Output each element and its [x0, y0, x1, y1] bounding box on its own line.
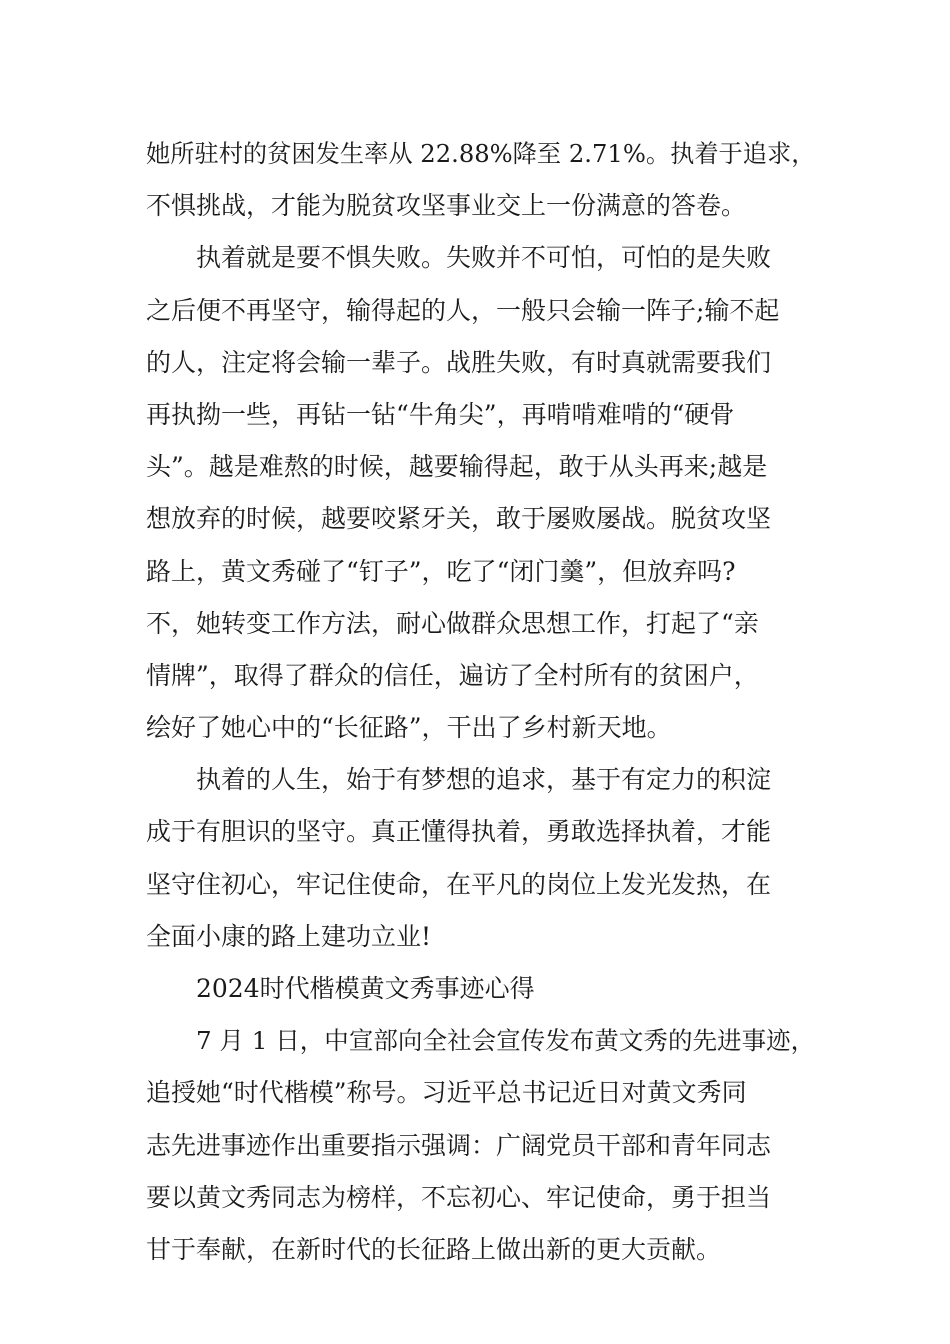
text-line: 成于有胆识的坚守。真正懂得执着，勇敢选择执着，才能 [146, 817, 772, 847]
text-line: 甘于奉献，在新时代的长征路上做出新的更大贡献。 [146, 1234, 722, 1264]
text-line: 全面小康的路上建功立业! [146, 921, 432, 951]
text-line: 路上，黄文秀碰了“钉子”，吃了“闭门羹”，但放弃吗? [146, 556, 736, 586]
paragraph-start-line: 7 月 1 日，中宣部向全社会宣传发布黄文秀的先进事迹， [196, 1026, 816, 1056]
text-line: 情牌”，取得了群众的信任，遍访了全村所有的贫困户， [146, 660, 759, 690]
text-line: 头”。越是难熬的时候，越要输得起，敢于从头再来;越是 [146, 452, 768, 482]
paragraph-start-line: 执着就是要不惧失败。失败并不可怕，可怕的是失败 [196, 243, 772, 273]
text-line: 之后便不再坚守，输得起的人，一般只会输一阵子;输不起 [146, 295, 780, 325]
paragraph-start-line: 执着的人生，始于有梦想的追求，基于有定力的积淀 [196, 765, 772, 795]
text-line: 的人，注定将会输一辈子。战胜失败，有时真就需要我们 [146, 347, 772, 377]
document-body [146, 128, 816, 1276]
section-title: 2024时代楷模黄文秀事迹心得 [196, 974, 535, 1003]
text-line: 追授她“时代楷模”称号。习近平总书记近日对黄文秀同 [146, 1078, 747, 1108]
text-line: 绘好了她心中的“长征路”，干出了乡村新天地。 [146, 713, 672, 743]
text-line: 再执拗一些，再钻一钻“牛角尖”，再啃啃难啃的“硬骨 [146, 399, 735, 429]
text-line: 不惧挑战，才能为脱贫攻坚事业交上一份满意的答卷。 [146, 191, 747, 221]
text-line: 坚守住初心，牢记住使命，在平凡的岗位上发光发热，在 [146, 869, 772, 899]
text-line: 要以黄文秀同志为榜样，不忘初心、牢记使命，勇于担当 [146, 1182, 772, 1212]
text-line: 她所驻村的贫困发生率从 22.88%降至 2.71%。执着于追求， [146, 139, 816, 168]
text-line: 志先进事迹作出重要指示强调：广阔党员干部和青年同志 [146, 1130, 772, 1160]
text-line: 想放弃的时候，越要咬紧牙关，敢于屡败屡战。脱贫攻坚 [146, 504, 772, 534]
text-line: 不，她转变工作方法，耐心做群众思想工作，打起了“亲 [146, 608, 759, 638]
